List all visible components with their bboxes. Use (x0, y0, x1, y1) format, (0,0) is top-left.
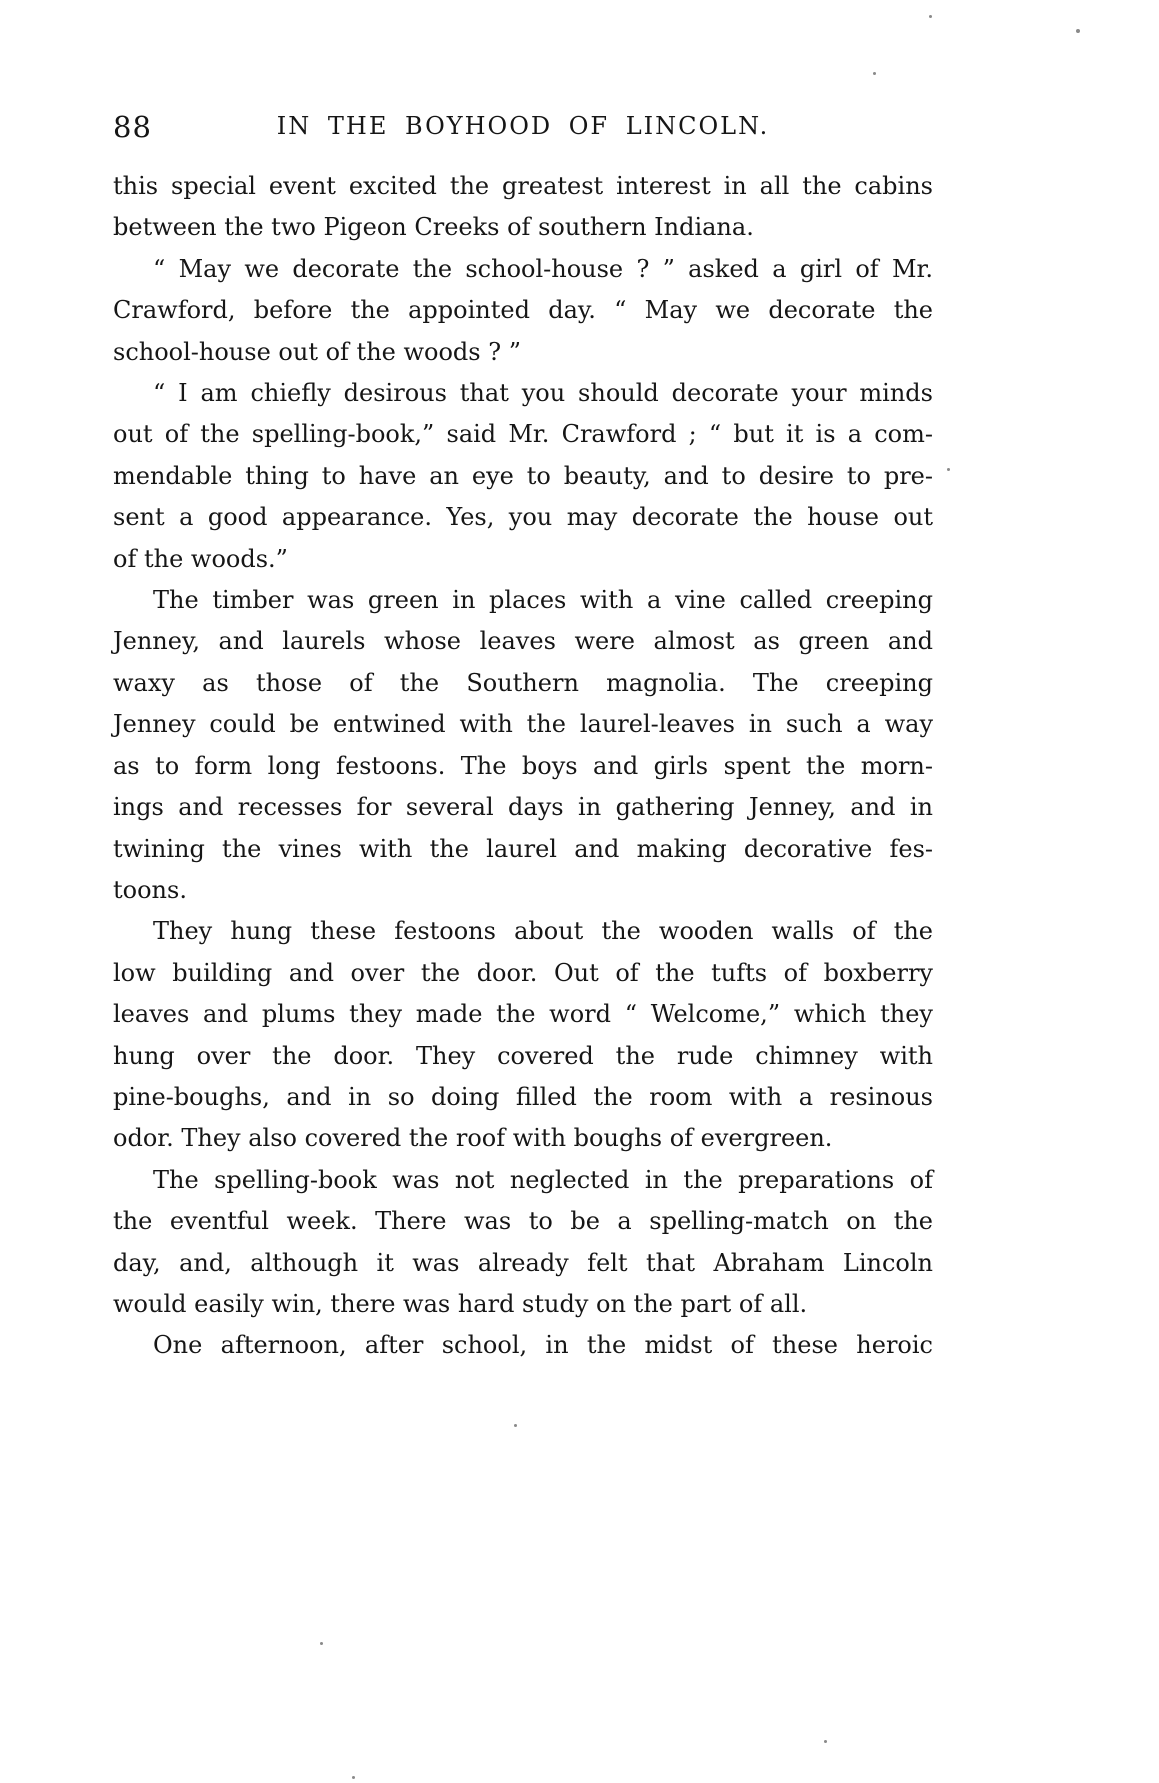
text-line: day, and, although it was already felt that Abraham Lincoln (113, 1248, 933, 1277)
scan-speck (824, 1740, 827, 1743)
text-line: pine-boughs, and in so doing filled the room with a resinous (113, 1082, 933, 1111)
text-line: would easily win, there was hard study on the part of all. (113, 1289, 808, 1318)
scan-speck (514, 1424, 517, 1427)
text-line: The timber was green in places with a vine called creeping (153, 586, 933, 615)
text-line: One afternoon, after school, in the midst of these heroic (153, 1331, 933, 1360)
text-line: odor. They also covered the roof with boughs of evergreen. (113, 1124, 833, 1153)
text-line: the eventful week. There was to be a spelling-match on the (113, 1207, 933, 1236)
text-line: out of the spelling-book,” said Mr. Crawford ; “ but it is a com- (113, 420, 933, 449)
page-number: 88 (113, 110, 152, 144)
text-line: They hung these festoons about the wooden walls of the (153, 917, 933, 946)
scan-speck (947, 468, 950, 471)
body-text (113, 166, 933, 1367)
page-header (113, 110, 933, 146)
text-line: mendable thing to have an eye to beauty, and to desire to pre- (113, 461, 933, 490)
text-line: The spelling-book was not neglected in the preparations of (153, 1165, 933, 1194)
text-line: twining the vines with the laurel and making decorative fes- (113, 834, 933, 863)
scan-speck (352, 1776, 355, 1779)
scan-speck (929, 15, 932, 18)
text-line: “ I am chiefly desirous that you should decorate your minds (153, 379, 933, 408)
text-line: toons. (113, 875, 187, 904)
text-line: Jenney could be entwined with the laurel-leaves in such a way (113, 710, 933, 739)
text-line: Jenney, and laurels whose leaves were almost as green and (113, 627, 933, 656)
scan-speck (873, 72, 876, 75)
text-line: this special event excited the greatest interest in all the cabins (113, 172, 933, 200)
text-line: between the two Pigeon Creeks of southern Indiana. (113, 213, 754, 242)
text-line: “ May we decorate the school-house ? ” asked a girl of Mr. (153, 254, 933, 283)
text-line: Crawford, before the appointed day. “ May we decorate the (113, 296, 933, 325)
text-line: sent a good appearance. Yes, you may decorate the house out (113, 503, 933, 532)
text-line: waxy as those of the Southern magnolia. The creeping (113, 668, 933, 697)
text-line: leaves and plums they made the word “ Welcome,” which they (113, 1000, 933, 1029)
text-line: ings and recesses for several days in gathering Jenney, and in (113, 793, 933, 822)
text-line: of the woods.” (113, 544, 288, 573)
text-line: as to form long festoons. The boys and girls spent the morn- (113, 751, 933, 780)
scan-speck (320, 1642, 323, 1645)
text-line: school-house out of the woods ? ” (113, 337, 521, 366)
text-line: hung over the door. They covered the rude chimney with (113, 1041, 933, 1070)
text-line: low building and over the door. Out of the tufts of boxberry (113, 958, 933, 987)
running-header: IN THE BOYHOOD OF LINCOLN. (276, 112, 770, 140)
scan-speck (1076, 29, 1080, 33)
